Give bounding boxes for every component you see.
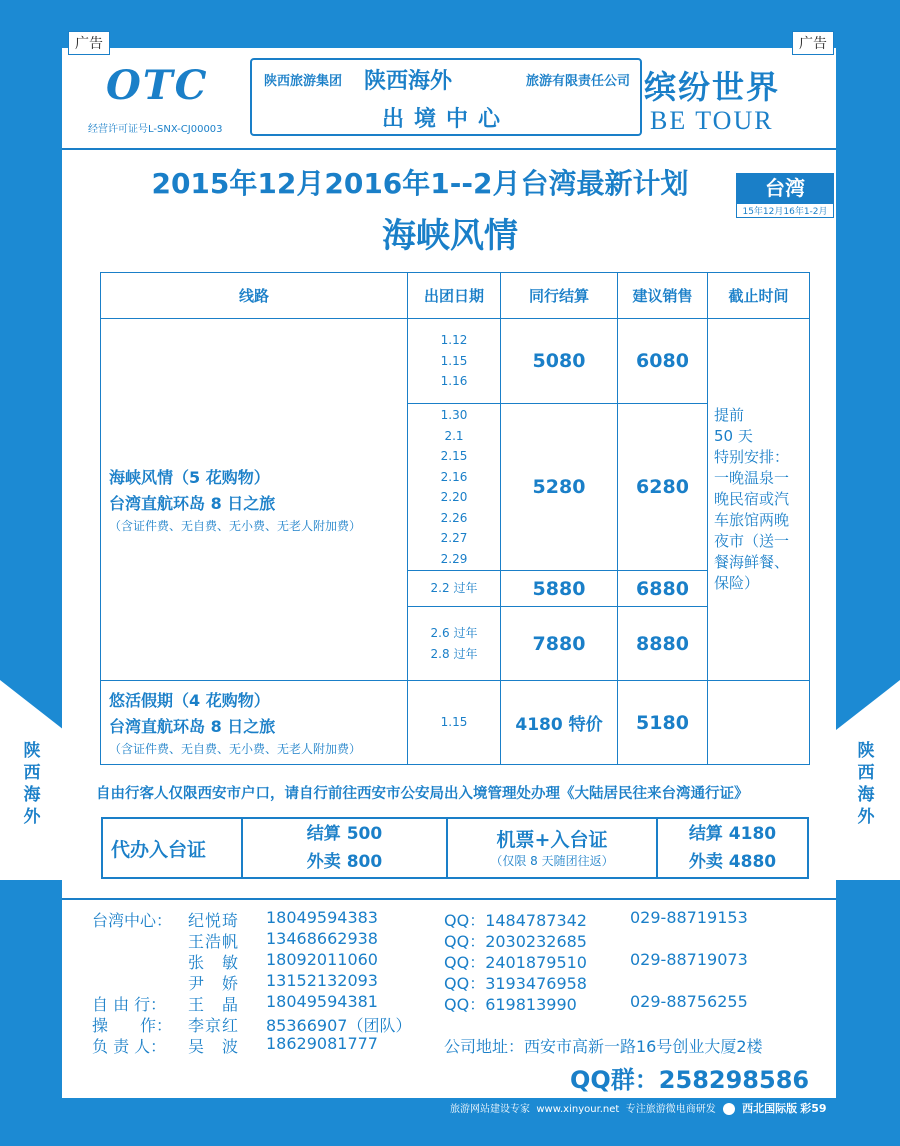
license-number: 经营许可证号L-SNX-CJ00003 bbox=[88, 124, 223, 135]
visa-row bbox=[102, 818, 808, 878]
company-banner bbox=[250, 58, 642, 136]
contact-row bbox=[62, 908, 836, 929]
destination-tag-sub: 15年12月16年1-2月 bbox=[736, 203, 834, 218]
contact-qq: QQ：3193476958 bbox=[444, 974, 587, 993]
footer-text-1: 旅游网站建设专家 bbox=[450, 1104, 530, 1115]
route-desc: 台湾直航环岛 8 日之旅 bbox=[109, 493, 276, 513]
visa-sell-2: 外卖 4880 bbox=[688, 852, 777, 872]
footer bbox=[450, 1100, 827, 1116]
contact-name: 张 敏 bbox=[188, 953, 240, 972]
group-name: 陕西旅游集团 bbox=[264, 74, 343, 89]
contact-row bbox=[62, 992, 836, 1013]
contact-phone: 18049594381 bbox=[266, 992, 378, 1011]
globe-icon bbox=[723, 1103, 735, 1115]
contact-row bbox=[62, 950, 836, 971]
depart-dates: 2.2 过年 bbox=[408, 571, 501, 607]
contact-phone: 18629081777 bbox=[266, 1034, 378, 1053]
contact-phone: 13152132093 bbox=[266, 971, 378, 990]
brand-en: BE TOUR bbox=[650, 106, 774, 135]
contact-role: 负 责 人： bbox=[92, 1037, 167, 1056]
deadline-empty bbox=[708, 681, 810, 765]
price-table bbox=[100, 272, 810, 765]
visa-ticket-title: 机票+入台证 bbox=[496, 829, 608, 851]
brand-cn: 缤纷世界 bbox=[644, 68, 781, 106]
destination-tag bbox=[736, 173, 834, 218]
col-header-deadline: 截止时间 bbox=[708, 273, 810, 319]
col-header-route: 线路 bbox=[101, 273, 408, 319]
company-main: 陕西海外 bbox=[364, 68, 453, 94]
contact-tel: 029-88756255 bbox=[630, 992, 748, 1011]
footer-text-2: 专注旅游微电商研发 bbox=[625, 1104, 716, 1115]
footer-page: 彩59 bbox=[800, 1102, 827, 1115]
contact-row bbox=[62, 971, 836, 992]
ad-label-right: 广告 bbox=[792, 31, 834, 55]
contacts-section bbox=[62, 898, 836, 1055]
table-header-row bbox=[101, 273, 810, 319]
depart-dates: 1.12 1.15 1.16 bbox=[408, 319, 501, 404]
visa-sell-1: 外卖 800 bbox=[306, 852, 383, 872]
side-text-left: 陕 西 海 外 bbox=[23, 741, 41, 827]
table-row bbox=[101, 319, 810, 404]
company-address: 公司地址：西安市高新一路16号创业大厦2楼 bbox=[444, 1037, 763, 1056]
route-cell bbox=[101, 681, 408, 765]
contact-qq: QQ：2401879510 bbox=[444, 953, 587, 972]
contact-row bbox=[62, 929, 836, 950]
route-note: （含证件费、无自费、无小费、无老人附加费） bbox=[109, 741, 362, 756]
sale-price: 6280 bbox=[618, 404, 708, 571]
sale-price: 6880 bbox=[618, 571, 708, 607]
route-name: 悠活假期（4 花购物） bbox=[109, 690, 270, 710]
contact-phone: 85366907（团队） bbox=[266, 1016, 412, 1035]
depart-dates: 2.6 过年 2.8 过年 bbox=[408, 607, 501, 681]
col-header-sale: 建议销售 bbox=[618, 273, 708, 319]
route-name: 海峡风情（5 花购物） bbox=[109, 467, 270, 487]
contact-role: 自 由 行： bbox=[92, 995, 167, 1014]
visa-settle-1: 结算 500 bbox=[306, 824, 383, 844]
settle-price: 4180 特价 bbox=[501, 681, 618, 765]
depart-dates: 1.30 2.1 2.15 2.16 2.20 2.26 2.27 2.29 bbox=[408, 404, 501, 571]
settle-price: 5880 bbox=[501, 571, 618, 607]
side-text-right: 陕 西 海 外 bbox=[857, 741, 875, 827]
contact-phone: 18049594383 bbox=[266, 908, 378, 927]
footer-edition: 西北国际版 bbox=[742, 1102, 798, 1115]
contact-tel: 029-88719073 bbox=[630, 950, 748, 969]
settle-price: 7880 bbox=[501, 607, 618, 681]
sale-price: 6080 bbox=[618, 319, 708, 404]
sale-price: 8880 bbox=[618, 607, 708, 681]
contact-name: 李京红 bbox=[188, 1016, 240, 1035]
deadline-note: 提前 50 天 特别安排： 一晚温泉一 晚民宿或汽 车旅馆两晚 夜市（送一 餐海鲜餐、 保险） bbox=[708, 319, 810, 681]
route-desc: 台湾直航环岛 8 日之旅 bbox=[109, 716, 276, 736]
destination-tag-main: 台湾 bbox=[736, 173, 834, 203]
company-suffix: 旅游有限责任公司 bbox=[525, 74, 630, 89]
sub-title: 海峡风情 bbox=[382, 216, 518, 256]
ad-label-left: 广告 bbox=[68, 31, 110, 55]
contact-row bbox=[62, 1013, 836, 1034]
visa-ticket bbox=[447, 818, 657, 878]
visa-price-1 bbox=[242, 818, 447, 878]
contact-role: 台湾中心： bbox=[92, 911, 173, 930]
contact-qq: QQ：2030232685 bbox=[444, 932, 587, 951]
contact-name: 王浩帆 bbox=[188, 932, 240, 951]
visa-price-2 bbox=[657, 818, 808, 878]
contact-qq: QQ：619813990 bbox=[444, 995, 577, 1014]
contact-role: 操 作： bbox=[92, 1016, 173, 1035]
contact-qq: QQ：1484787342 bbox=[444, 911, 587, 930]
footer-url[interactable]: www.xinyour.net bbox=[536, 1104, 620, 1115]
route-note: （含证件费、无自费、无小费、无老人附加费） bbox=[109, 518, 362, 533]
contact-name: 王 晶 bbox=[188, 995, 240, 1014]
contact-row bbox=[62, 1034, 836, 1055]
visa-settle-2: 结算 4180 bbox=[688, 824, 777, 844]
settle-price: 5280 bbox=[501, 404, 618, 571]
main-title: 2015年12月2016年1--2月台湾最新计划 bbox=[151, 167, 689, 200]
depart-dates: 1.15 bbox=[408, 681, 501, 765]
department: 出境中心 bbox=[381, 107, 510, 132]
contact-phone: 13468662938 bbox=[266, 929, 378, 948]
contact-name: 尹 娇 bbox=[188, 974, 240, 993]
visa-label: 代办入台证 bbox=[102, 818, 242, 878]
contact-tel: 029-88719153 bbox=[630, 908, 748, 927]
sale-price: 5180 bbox=[618, 681, 708, 765]
contact-name: 吴 波 bbox=[188, 1037, 240, 1056]
contact-phone: 18092011060 bbox=[266, 950, 378, 969]
visa-ticket-note: （仅限 8 天随团往返） bbox=[490, 854, 614, 868]
route-cell bbox=[101, 319, 408, 681]
col-header-settle: 同行结算 bbox=[501, 273, 618, 319]
qq-group: QQ群：258298586 bbox=[570, 1066, 810, 1094]
col-header-date: 出团日期 bbox=[408, 273, 501, 319]
visa-table bbox=[101, 817, 809, 879]
otc-logo: OTC bbox=[106, 62, 209, 109]
settle-price: 5080 bbox=[501, 319, 618, 404]
header bbox=[62, 48, 836, 150]
contact-name: 纪悦琦 bbox=[188, 911, 240, 930]
table-row bbox=[101, 681, 810, 765]
notice: 自由行客人仅限西安市户口，请自行前往西安市公安局出入境管理处办理《大陆居民往来台湾通行证》 bbox=[96, 786, 749, 802]
